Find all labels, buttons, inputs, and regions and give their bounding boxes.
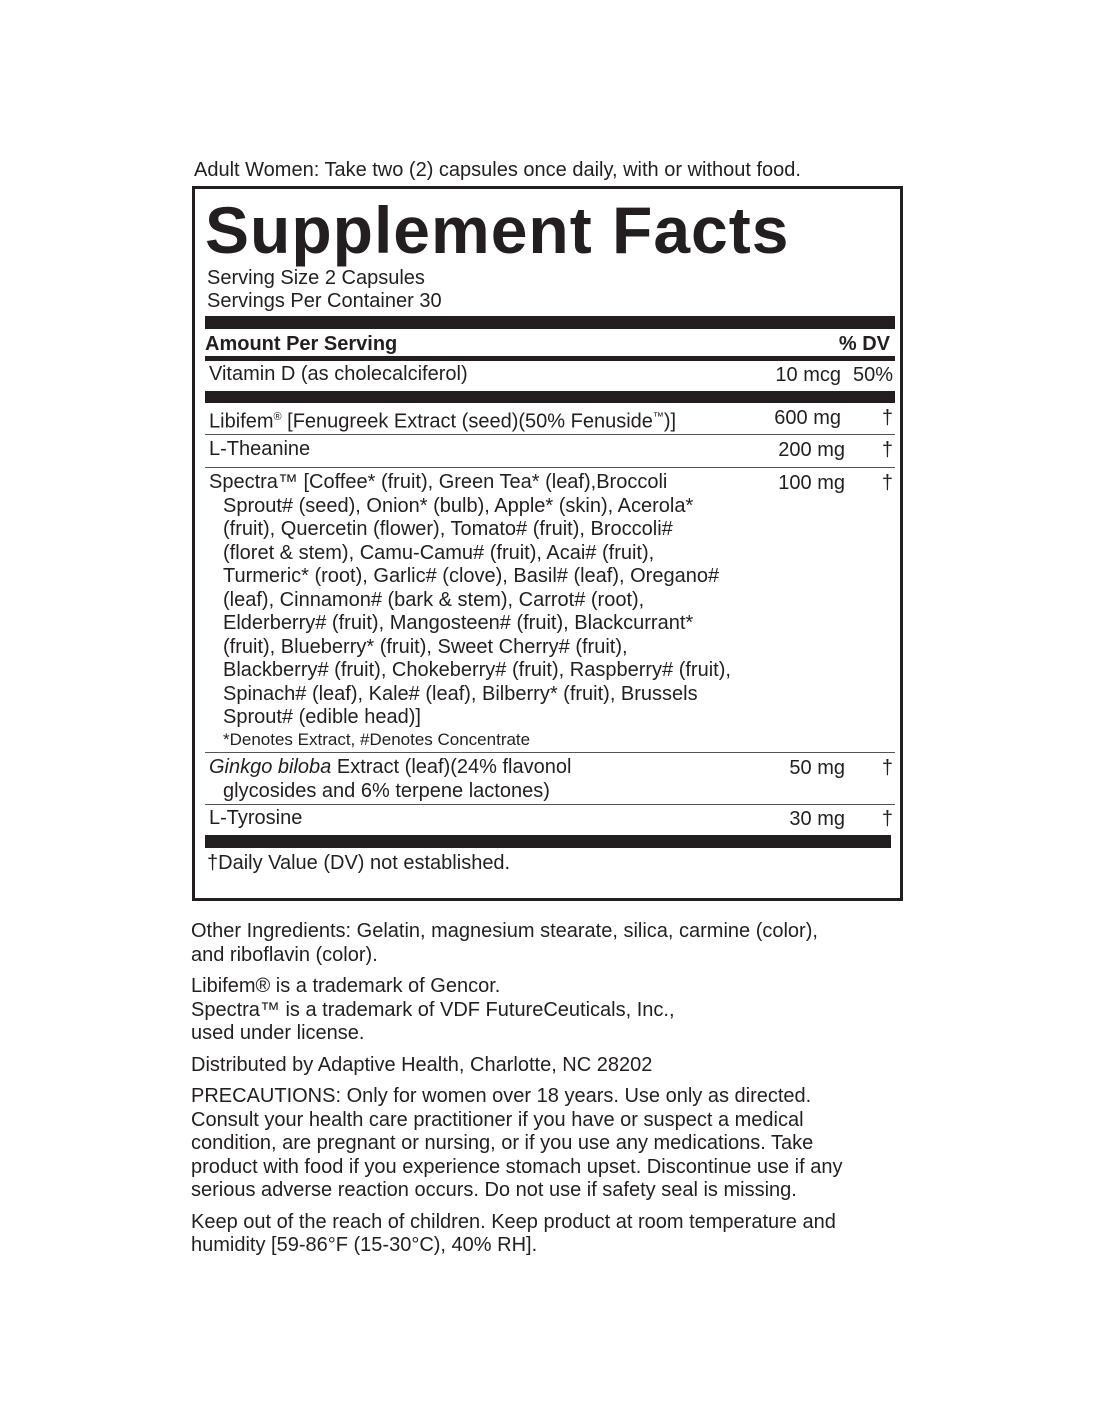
trademarks: Libifem® is a trademark of Gencor. Spectra™ is a trademark of VDF FutureCeuticals, Inc., used under license. bbox=[191, 975, 675, 1044]
row-spectra-amount: 100 mg bbox=[778, 472, 845, 494]
amount-per-serving-header: Amount Per Serving bbox=[205, 333, 398, 355]
row-divider bbox=[205, 467, 895, 468]
row-l-theanine-amount: 200 mg bbox=[778, 439, 845, 461]
row-libifem-amount: 600 mg bbox=[774, 407, 841, 429]
row-divider bbox=[205, 804, 895, 805]
row-l-tyrosine-amount: 30 mg bbox=[789, 808, 845, 830]
directions-text: Adult Women: Take two (2) capsules once daily, with or without food. bbox=[194, 159, 801, 181]
row-divider bbox=[205, 752, 895, 753]
row-l-theanine-name: L-Theanine bbox=[209, 438, 311, 460]
row-libifem-dv: † bbox=[881, 407, 893, 429]
dv-header: % DV bbox=[838, 333, 890, 355]
panel-title: Supplement Facts bbox=[205, 193, 790, 267]
row-spectra-note: *Denotes Extract, #Denotes Concentrate bbox=[223, 730, 531, 749]
storage: Keep out of the reach of children. Keep product at room temperature and humidity [59-86°F (15-30°C), 40% RH]. bbox=[191, 1210, 836, 1256]
servings-per-container: Servings Per Container 30 bbox=[207, 290, 442, 312]
dv-footnote: †Daily Value (DV) not established. bbox=[207, 852, 511, 874]
row-libifem-name: Libifem® [Fenugreek Extract (seed)(50% Fenuside™)] bbox=[209, 410, 677, 433]
serving-size: Serving Size 2 Capsules bbox=[207, 267, 425, 289]
row-vitamin-d-amount: 10 mcg bbox=[775, 364, 841, 386]
medium-divider bbox=[205, 356, 895, 361]
thick-divider bbox=[205, 316, 895, 329]
label-info-text bbox=[191, 920, 891, 1266]
row-vitamin-d-dv: 50% bbox=[852, 364, 893, 386]
row-ginkgo-name: Ginkgo biloba Extract (leaf)(24% flavonol glycosides and 6% terpene lactones) bbox=[209, 756, 572, 802]
thick-divider bbox=[205, 391, 895, 403]
row-vitamin-d-name: Vitamin D (as cholecalciferol) bbox=[209, 363, 468, 385]
row-ginkgo-amount: 50 mg bbox=[789, 757, 845, 779]
distributor: Distributed by Adaptive Health, Charlotte, NC 28202 bbox=[191, 1053, 653, 1076]
thick-divider bbox=[205, 835, 891, 848]
row-l-theanine-dv: † bbox=[881, 439, 893, 461]
row-spectra-dv: † bbox=[881, 472, 893, 494]
row-spectra-name: Spectra™ [Coffee* (fruit), Green Tea* (leaf),Broccoli Sprout# (seed), Onion* (bulb), Apple* (skin), Acerola* (fruit), Quercetin (flower), Tomato# (fruit), Broccoli# (floret & stem), Camu-Camu# (fruit), Acai# (fruit), Turmeric* (root), Garlic# (clove), Basil# (leaf), Oregano# (leaf), Cinnamon# (bark & stem), Carrot# (root), Elderberry# (fruit), Mangosteen# (fruit), Blackcurrant* (fruit), Blueberry* (fruit), Sweet Cherry# (fruit), Blackberry# (fruit), Chokeberry# (fruit), Raspberry# (fruit), Spinach# (leaf), Kale# (leaf), Bilberry* (fruit), Brussels Sprout# (edible head)] bbox=[209, 471, 731, 728]
row-l-tyrosine-dv: † bbox=[881, 808, 893, 830]
supplement-facts-panel bbox=[192, 186, 903, 901]
row-l-tyrosine-name: L-Tyrosine bbox=[209, 807, 303, 829]
row-divider bbox=[205, 434, 895, 435]
other-ingredients: Other Ingredients: Gelatin, magnesium stearate, silica, carmine (color), and riboflavin (color). bbox=[191, 920, 818, 966]
row-ginkgo-dv: † bbox=[881, 757, 893, 779]
precautions: PRECAUTIONS: Only for women over 18 years. Use only as directed. Consult your health care practitioner if you have or suspect a medical condition, are pregnant or nursing, or if you use any medications. Take product with food if you experience stomach upset. Discontinue use if any serious adverse reaction occurs. Do not use if safety seal is missing. bbox=[191, 1085, 843, 1201]
